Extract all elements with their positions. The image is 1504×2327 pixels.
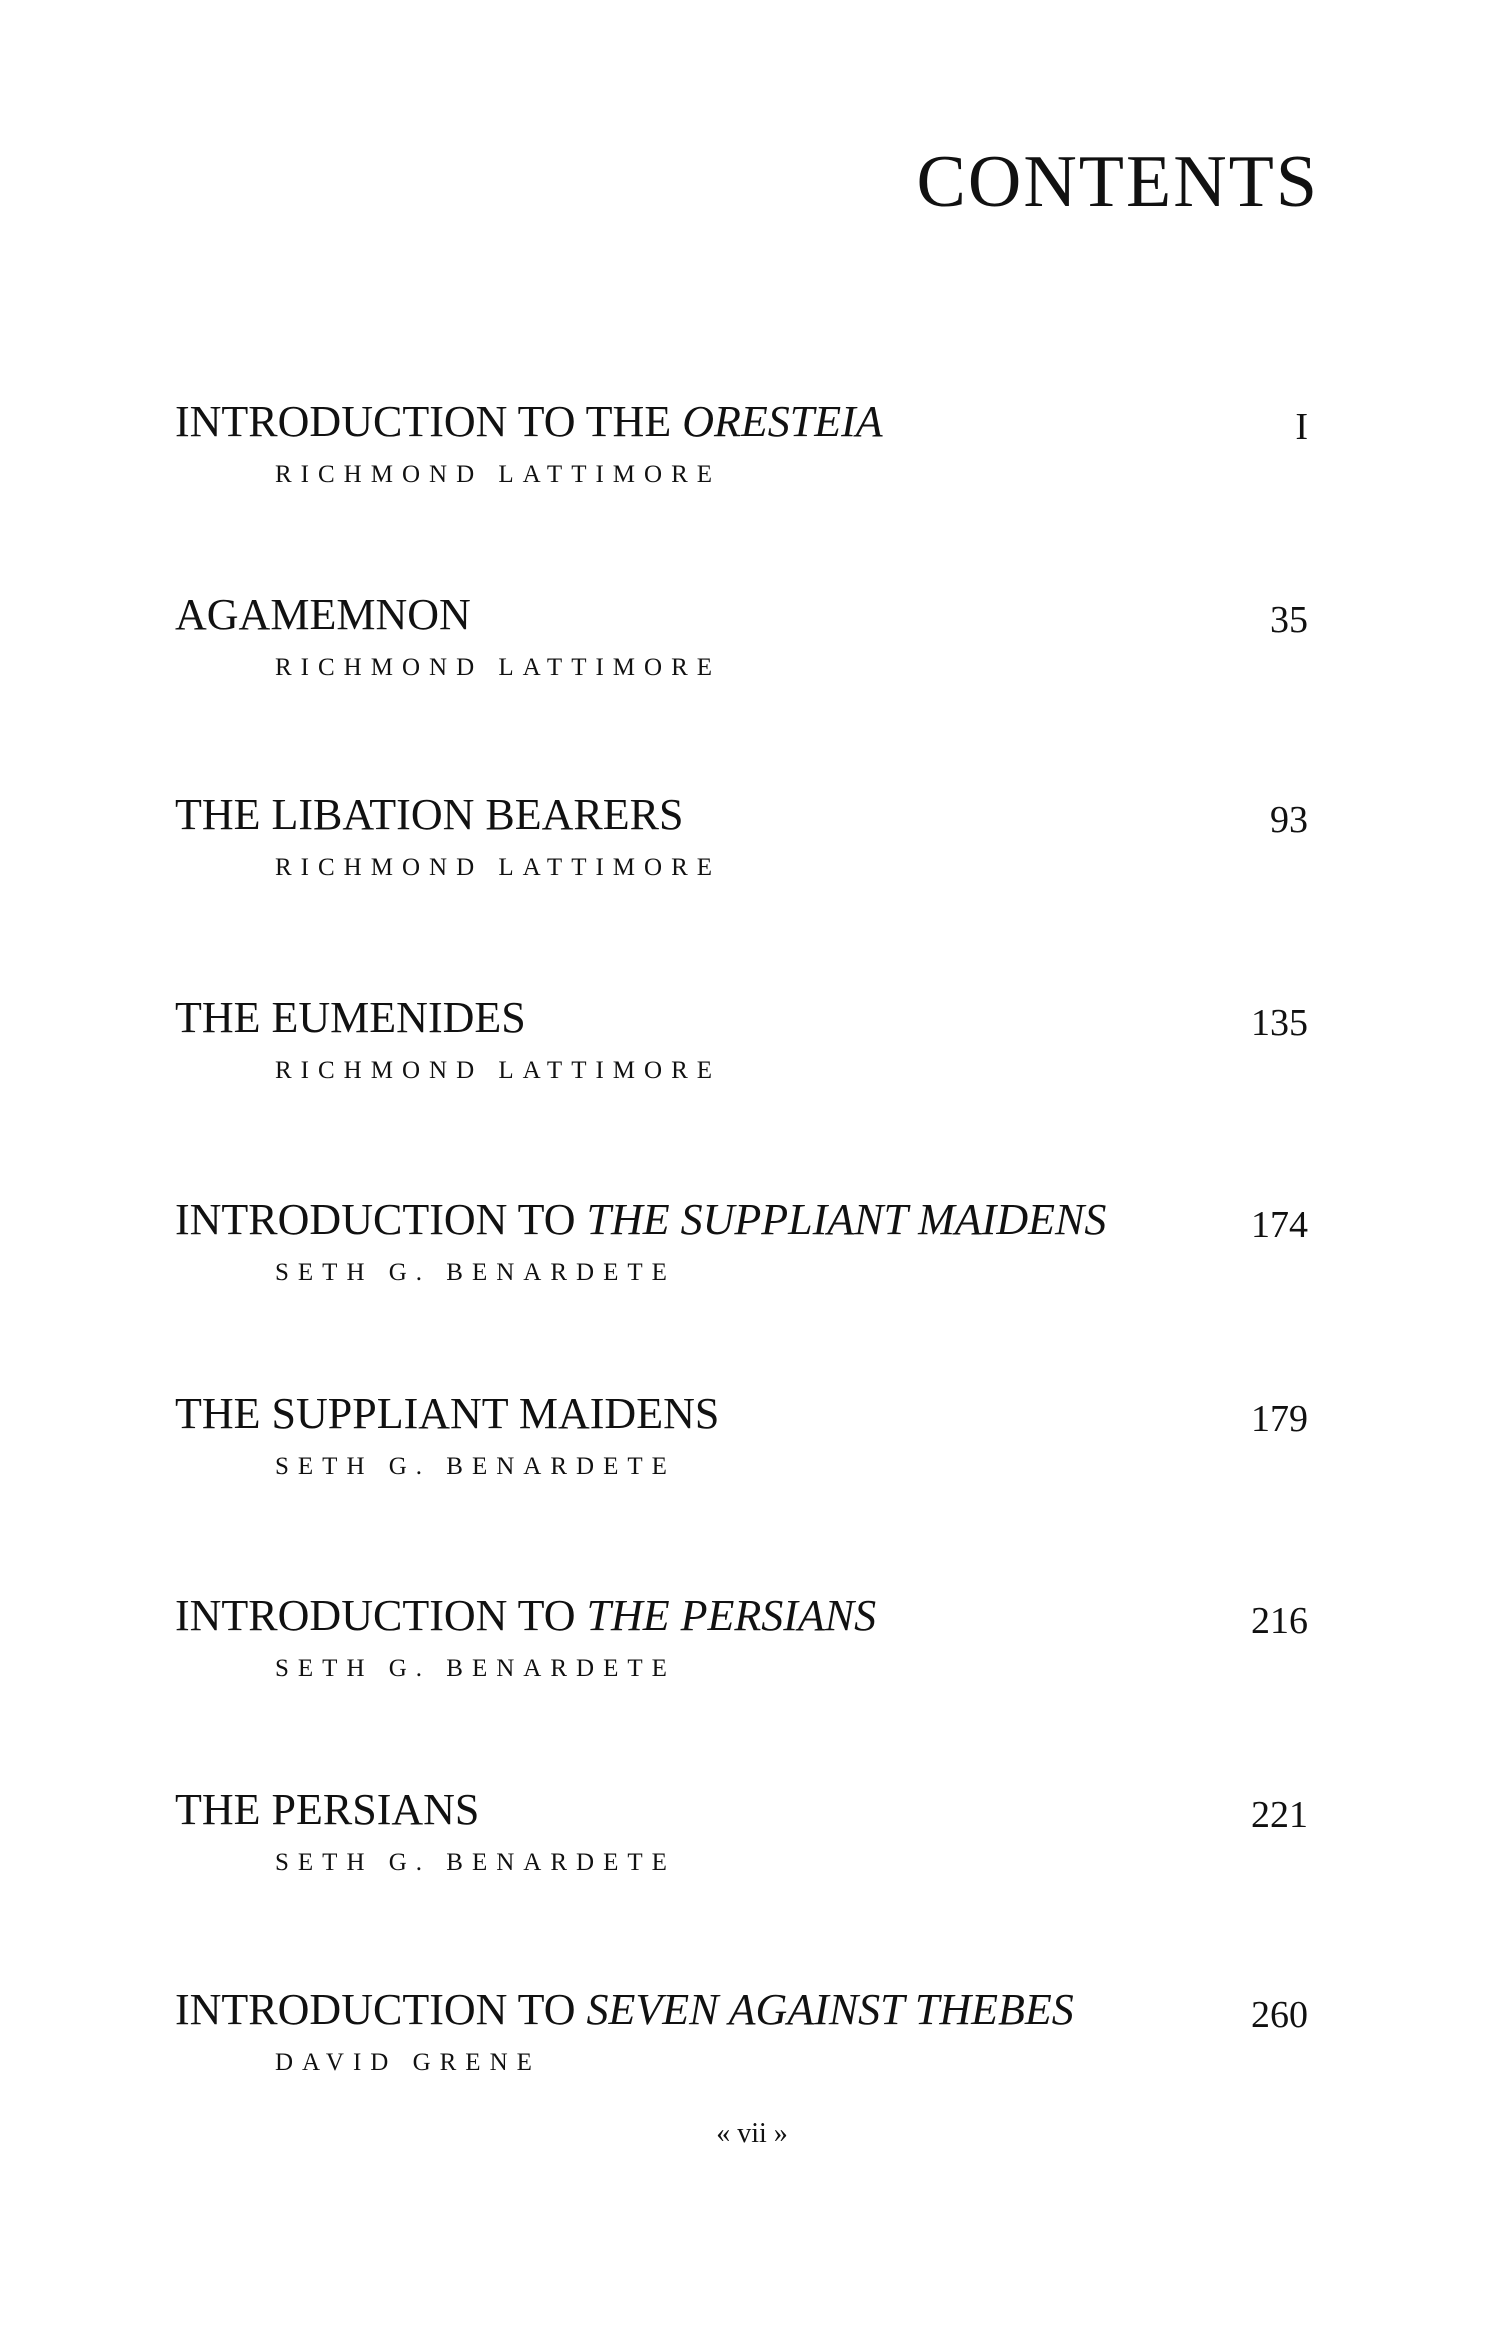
toc-entry (0, 1985, 1504, 2108)
toc-entry (0, 790, 1504, 913)
entry-author: SETH G. BENARDETE (275, 1259, 676, 1286)
entry-title (175, 1985, 1074, 2034)
entry-title-italic: THE PERSIANS (586, 1591, 877, 1640)
entry-title-italic: ORESTEIA (682, 397, 883, 446)
entry-title-text: INTRODUCTION TO (175, 1985, 587, 2034)
entry-page-number: 216 (1251, 1600, 1308, 1642)
page-title: CONTENTS (916, 141, 1319, 223)
toc-entry (0, 590, 1504, 713)
page-folio: « vii » (716, 2118, 788, 2149)
entry-author: DAVID GRENE (275, 2049, 541, 2076)
entry-page-number: 260 (1251, 1994, 1308, 2036)
entry-title (175, 1591, 877, 1640)
entry-author: SETH G. BENARDETE (275, 1453, 676, 1480)
entry-title (175, 1785, 480, 1834)
entry-title-text: INTRODUCTION TO (175, 1591, 587, 1640)
entry-author: RICHMOND LATTIMORE (275, 854, 722, 881)
entry-title-italic: THE SUPPLIANT MAIDENS (586, 1195, 1107, 1244)
entry-title (175, 590, 471, 639)
entry-title (175, 1195, 1107, 1244)
entry-title-text: THE EUMENIDES (175, 993, 526, 1042)
entry-author: RICHMOND LATTIMORE (275, 654, 722, 681)
entry-title-italic: SEVEN AGAINST THEBES (586, 1985, 1074, 2034)
entry-title (175, 397, 883, 446)
entry-title (175, 790, 684, 839)
entry-page-number: 35 (1270, 599, 1308, 641)
entry-page-number: 221 (1251, 1794, 1308, 1836)
entry-title-text: INTRODUCTION TO THE (175, 397, 683, 446)
toc-entry (0, 993, 1504, 1116)
entry-author: SETH G. BENARDETE (275, 1655, 676, 1682)
entry-page-number: I (1295, 406, 1308, 448)
entry-page-number: 179 (1251, 1398, 1308, 1440)
entry-title-text: THE SUPPLIANT MAIDENS (175, 1389, 720, 1438)
entry-title-text: THE LIBATION BEARERS (175, 790, 684, 839)
toc-entry (0, 397, 1504, 520)
entry-author: RICHMOND LATTIMORE (275, 1057, 722, 1084)
entry-title-text: THE PERSIANS (175, 1785, 480, 1834)
entry-page-number: 93 (1270, 799, 1308, 841)
entry-title (175, 1389, 720, 1438)
toc-entry (0, 1195, 1504, 1318)
entry-author: RICHMOND LATTIMORE (275, 461, 722, 488)
entry-page-number: 174 (1251, 1204, 1308, 1246)
entry-author: SETH G. BENARDETE (275, 1849, 676, 1876)
entry-title (175, 993, 526, 1042)
entry-title-text: INTRODUCTION TO (175, 1195, 587, 1244)
toc-entry (0, 1389, 1504, 1512)
entry-title-text: AGAMEMNON (175, 590, 471, 639)
toc-entry (0, 1785, 1504, 1908)
toc-entry (0, 1591, 1504, 1714)
entry-page-number: 135 (1251, 1002, 1308, 1044)
